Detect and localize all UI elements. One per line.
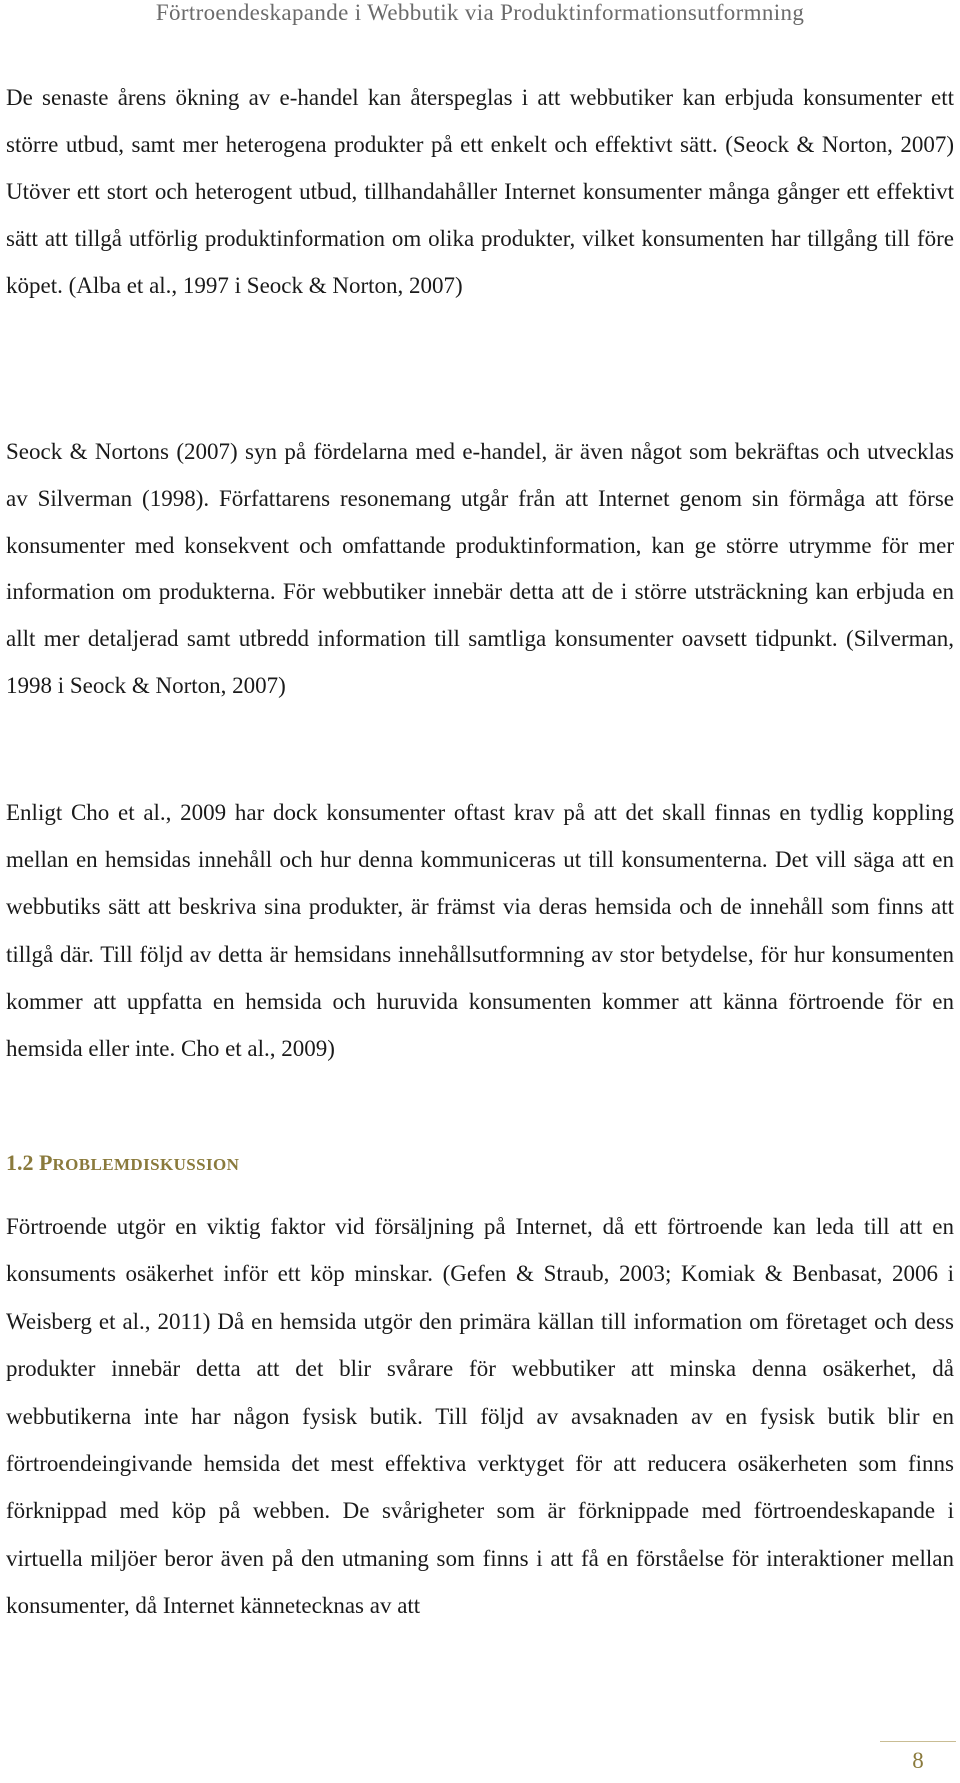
paragraph-cho: Enligt Cho et al., 2009 har dock konsumenter oftast krav på att det skall finnas en tydlig koppling mellan en hemsidas innehåll och hur denna kommuniceras ut till konsumenterna. Det vill säga att en webbutiks sätt att beskriva sina produkter, är främst via deras hemsida och de innehåll som finns att tillgå där. Till följd av detta är hemsidans innehållsutformning av stor betydelse, för hur konsumenten kommer att uppfatta en hemsida och huruvida konsumenten kommer att känna förtroende för en hemsida eller inte. Cho et al., 2009) <box>6 800 954 1062</box>
section-title-initial: P <box>39 1150 53 1175</box>
section-heading-problemdiskussion <box>6 1148 239 1180</box>
running-header: Förtroendeskapande i Webbutik via Produktinformationsutformning <box>155 0 805 25</box>
paragraph-ehandel-utbud: De senaste årens ökning av e-handel kan återspeglas i att webbutiker kan erbjuda konsumenter ett större utbud, samt mer heterogena produkter på ett enkelt och effektivt sätt. (Seock & Norton, 2007) Utöver ett stort och heterogent utbud, tillhandahåller Internet konsumenter många gånger ett effektivt sätt att tillgå utförlig produktinformation om olika produkter, vilket konsumenten har tillgång till före köpet. (Alba et al., 1997 i Seock & Norton, 2007) <box>6 85 954 298</box>
section-title-rest: ROBLEMDISKUSSION <box>52 1155 240 1174</box>
footer-rule <box>880 1741 956 1742</box>
paragraph-silverman: Seock & Nortons (2007) syn på fördelarna med e-handel, är även något som bekräftas och utvecklas av Silverman (1998). Författarens resonemang utgår från att Internet genom sin förmåga att förse konsumenter med konsekvent och omfattande produktinformation, kan ge större utrymme för mer information om produkterna. För webbutiker innebär detta att de i större utsträckning kan erbjuda en allt mer detaljerad samt utbredd information till samtliga konsumenter oavsett tidpunkt. (Silverman, 1998 i Seock & Norton, 2007) <box>6 439 954 698</box>
page-number: 8 <box>912 1748 924 1773</box>
section-number: 1.2 <box>6 1150 34 1175</box>
paragraph-fortroende: Förtroende utgör en viktig faktor vid försäljning på Internet, då ett förtroende kan leda till att en konsuments osäkerhet inför ett köp minskar. (Gefen & Straub, 2003; Komiak & Benbasat, 2006 i Weisberg et al., 2011) Då en hemsida utgör den primära källan till information om företaget och dess produkter innebär detta att det blir svårare för webbutiker att minska denna osäkerhet, då webbutikerna inte har någon fysisk butik. Till följd av avsaknaden av en fysisk butik blir en förtroendeingivande hemsida det mest effektiva verktyget för att reducera osäkerheten som finns förknippad med köp på webben. De svårigheter som är förknippade med förtroendeskapande i virtuella miljöer beror även på den utmaning som finns i att få en förståelse för interaktioner mellan konsumenter, då Internet kännetecknas av att <box>6 1214 954 1619</box>
